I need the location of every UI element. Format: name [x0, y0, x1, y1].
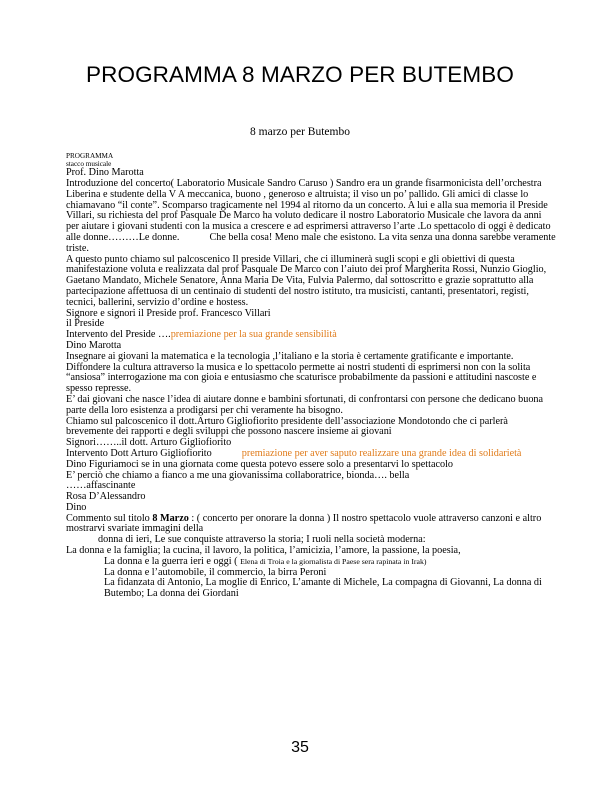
paragraph: Dino — [66, 501, 87, 513]
text-span: La donna e la guerra ieri e oggi ( — [104, 555, 241, 567]
small-note: Elena di Troia e la giornalista di Paese sera rapinata in Irak) — [240, 556, 427, 566]
paragraph: A questo punto chiamo sul palcoscenico Il preside Villari, che ci illuminerà sugli scopi e gli obiettivi di questa manifestazione voluta e realizzata dal prof Pasquale De Marco con l’aiuto dei prof Margherita Rossi, Nunzio Gioglio, Gaetano Mandato, Michele Senatore, Anna Maria De Vita, Fulvia Palermo, dal sottoscritto e grazie soprattutto alla partecipazione affettuosa di un centinaio di studenti del nostro istituto, tra musicisti, cantanti, presentatori, registi, tecnici, ballerini, servizio d’ordine e hostess. — [66, 253, 547, 308]
paragraph: Rosa D’Alessandro — [66, 491, 146, 503]
paragraph: ……affascinante — [66, 480, 136, 492]
paragraph: Dino Marotta — [66, 339, 122, 351]
award-note: premiazione per la sua grande sensibilità — [170, 329, 337, 341]
paragraph: Insegnare ai giovani la matematica e la tecnologia ,l’italiano e la storia è certamente gratificante e importante. Diffondere la cultura attraverso la musica e lo spettacolo permette ai nostri studenti di esprimersi non con la solita “ansiosa” interrogazione ma con gioia e entusiasmo che scaturisce probabilmente da passioni e attitudini nascoste e spesso represse. — [66, 350, 537, 395]
document-body — [66, 153, 556, 600]
paragraph: E’ perciò che chiamo a fianco a me una giovanissima collaboratrice, bionda…. bella — [66, 469, 410, 481]
paragraph — [66, 330, 556, 341]
music-break-label: stacco musicale — [66, 159, 112, 168]
paragraph: La fidanzata di Antonio, La moglie di Enrico, L’amante di Michele, La compagna di Giovanni, La donna di Butembo; La donna dei Giordani — [104, 577, 542, 600]
paragraph: Chiamo sul palcoscenico il dott.Arturo Gigliofiorito presidente dell’associazione Mondotondo che ci parlerà brevemente dei rapporti e degli sviluppi che possono nascere insieme ai giovani — [66, 415, 508, 438]
text-span: Intervento Dott Arturo Gigliofiorito — [66, 447, 212, 459]
bold-date: 8 Marzo — [152, 512, 189, 524]
text-span: Commento sul titolo — [66, 512, 153, 524]
paragraph: La donna e la famiglia; la cucina, il lavoro, la politica, l’amicizia, l’amore, la passione, la poesia, — [66, 545, 461, 557]
paragraph: E’ dai giovani che nasce l’idea di aiutare donne e bambini sfortunati, di confrontarsi con persone che dedicano buona parte della loro esistenza a prodigarsi per chi veramente ha bisogno. — [66, 393, 544, 416]
paragraph: Dino Figuriamoci se in una giornata come questa potevo essere solo a presentarvi lo spettacolo — [66, 458, 454, 470]
paragraph: Prof. Dino Marotta — [66, 167, 144, 179]
paragraph: Signore e signori il Preside prof. Francesco Villari — [66, 307, 271, 319]
paragraph: donna di ieri, Le sue conquiste attraverso la storia; I ruoli nella società moderna: — [98, 534, 426, 546]
text-span: Che bella cosa! Meno male che esistono. La vita senza una donna sarebbe veramente triste. — [66, 231, 556, 254]
award-note: premiazione per aver saputo realizzare una grande idea di solidarietà — [241, 447, 522, 459]
subtitle: 8 marzo per Butembo — [250, 126, 350, 138]
paragraph: il Preside — [66, 318, 105, 330]
text-span: : ( concerto per onorare la donna ) Il nostro spettacolo vuole attraverso canzoni e altro mostrarvi svariate immagini della — [66, 512, 542, 535]
paragraph: La donna e l’automobile, il commercio, la birra Peroni — [104, 566, 327, 578]
paragraph — [66, 514, 556, 536]
text-span: Intervento del Preside …. — [66, 329, 171, 341]
text-span: Introduzione del concerto( Laboratorio Musicale Sandro Caruso ) Sandro era un grande fisarmonicista dell’orchestra Liberina e studente della V A meccanica, buono , generoso e altruista; il viso un po’ pallido. Gli amici di classe lo chiamavano “il conte”. Scomparso tragicamente nel 1994 al ritorno da un concerto. A lui e alla sua memoria il Preside Villari, su richiesta del prof Pasquale De Marco ha voluto dedicare il nostro Laboratorio Musicale che lavora da anni per aiutare i giovani studenti con la musica a crescere e ad esprimersi attraverso l’arte .Lo spettacolo di oggi è dedicato alle donne………Le donne. — [66, 177, 551, 243]
paragraph — [66, 179, 556, 255]
paragraph: Signori……..il dott. Arturo Gigliofiorito — [66, 437, 232, 449]
page-number: 35 — [291, 739, 309, 756]
program-label: PROGRAMMA — [66, 152, 114, 160]
page-title: PROGRAMMA 8 MARZO PER BUTEMBO — [86, 62, 514, 87]
